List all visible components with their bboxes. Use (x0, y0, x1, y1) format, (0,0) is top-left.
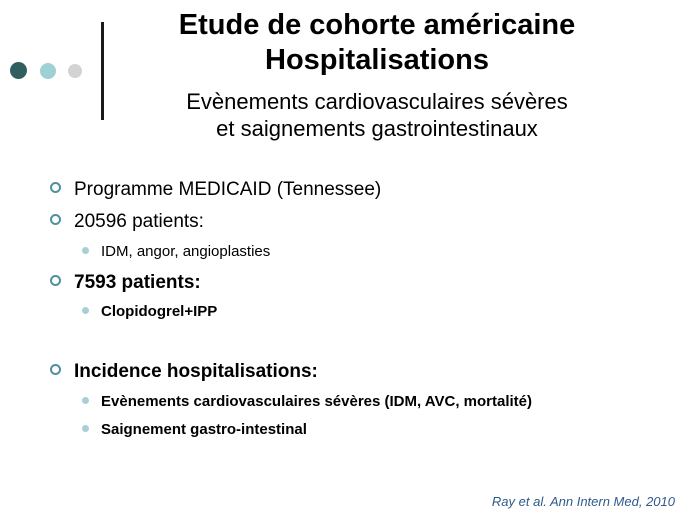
citation: Ray et al. Ann Intern Med, 2010 (491, 494, 675, 509)
gray-dot-icon (68, 64, 82, 78)
sub-bullet-text: Saignement gastro-intestinal (101, 421, 307, 438)
dot-bullet-icon (82, 307, 89, 314)
bullet-text: Programme MEDICAID (Tennessee) (74, 179, 382, 200)
dark-dot-icon (10, 62, 27, 79)
sub-bullet-item (82, 302, 217, 322)
bullet-text: 20596 patients: (74, 211, 204, 232)
slide-subtitle-line2: et saignements gastrointestinaux (216, 116, 538, 141)
dot-bullet-icon (82, 397, 89, 404)
slide-subtitle-line1: Evènements cardiovasculaires sévères (186, 89, 568, 114)
sub-bullet-item (82, 420, 307, 440)
light-teal-dot-icon (40, 63, 56, 79)
sub-bullet-item (82, 242, 270, 262)
dot-bullet-icon (82, 247, 89, 254)
ring-bullet-icon (50, 214, 61, 225)
sub-bullet-item (82, 392, 532, 412)
slide-title-line1: Etude de cohorte américaine (178, 9, 576, 41)
title-divider (101, 22, 104, 120)
bullet-text: Incidence hospitalisations: (74, 361, 318, 382)
bullet-item (50, 210, 204, 234)
bullet-item (50, 178, 381, 202)
bullet-item (50, 271, 201, 295)
ring-bullet-icon (50, 364, 61, 375)
sub-bullet-text: Evènements cardiovasculaires sévères (IDM, AVC, mortalité) (101, 393, 533, 410)
dot-bullet-icon (82, 425, 89, 432)
bullet-text: 7593 patients: (74, 272, 201, 293)
bullet-item (50, 360, 318, 384)
slide-title-line2: Hospitalisations (265, 44, 489, 76)
ring-bullet-icon (50, 275, 61, 286)
ring-bullet-icon (50, 182, 61, 193)
sub-bullet-text: IDM, angor, angioplasties (101, 243, 271, 260)
sub-bullet-text: Clopidogrel+IPP (101, 303, 218, 320)
decorative-dots (10, 62, 90, 82)
